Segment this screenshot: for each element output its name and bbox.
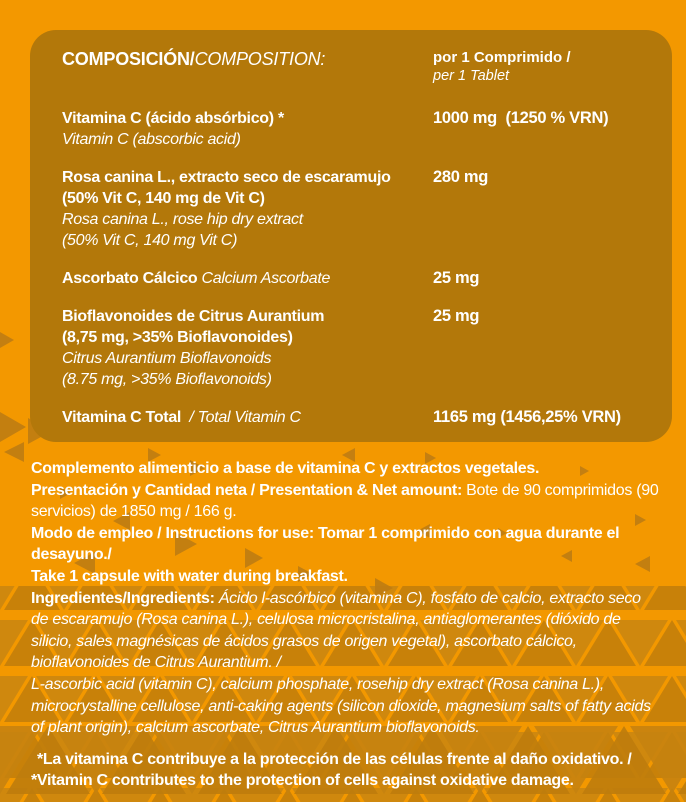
amount-value: 1165 mg (1456,25% VRN)	[433, 408, 621, 426]
instructions-en: Take 1 capsule with water during breakfast.	[31, 567, 348, 585]
ingredient-name: Rosa canina L., extracto seco de escaramujo (50% Vit C, 140 mg de Vit C) Rosa canina L., rose hip dry extract (50% Vit C, 140 mg Vit C)	[62, 169, 391, 249]
ingredient-row-bioflavonoids	[62, 306, 648, 390]
supplement-description: Complemento alimenticio a base de vitamina C y extractos vegetales.	[31, 460, 540, 477]
composition-title-en: COMPOSITION:	[194, 49, 326, 69]
amount-value: 25 mg	[433, 307, 480, 325]
ingredient-row-rosehip	[62, 167, 648, 251]
footnote-claim: *La vitamina C contribuye a la protección de las células frente al daño oxidativo. / *Vitamin C contributes to the protection of cells against oxidative damage.	[31, 750, 632, 790]
serving-size	[433, 48, 648, 86]
amount-value: 280 mg	[433, 168, 489, 186]
ingredient-row-total-vitamin-c	[62, 407, 648, 428]
serving-size-es: por 1 Comprimido /	[433, 49, 571, 66]
ingredient-name: Vitamina C Total / Total Vitamin C	[62, 409, 301, 426]
composition-title-es: COMPOSICIÓN/	[62, 49, 195, 69]
ingredient-name: Bioflavonoides de Citrus Aurantium (8,75 mg, >35% Bioflavonoides) Citrus Aurantium Bioflavonoids (8.75 mg, >35% Bioflavonoids)	[62, 308, 325, 388]
ingredient-name: Ascorbato Cálcico Calcium Ascorbate	[62, 270, 331, 287]
composition-title	[62, 48, 433, 86]
composition-card	[30, 30, 672, 442]
net-amount: Presentación y Cantidad neta / Presentation & Net amount: Bote de 90 comprimidos (90 servicios) de 1850 mg / 166 g.	[31, 481, 659, 521]
ingredients-list: Ingredientes/Ingredients: Ácido l-ascórbico (vitamina C), fosfato de calcio, extracto seco de escaramujo (Rosa canina L.), celulosa microcristalina, antiaglomerantes (dióxido de silicio, sales magnésicas de ácidos grasos de origen vegetal), ascorbato cálcico, bioflavonoides de Citrus Aurantium. /	[31, 589, 641, 672]
instructions: Modo de empleo / Instructions for use: Tomar 1 comprimido con agua durante el desayuno./	[31, 524, 620, 564]
ingredient-row-vitamin-c	[62, 108, 648, 150]
ingredients-list-en: L-ascorbic acid (vitamin C), calcium phosphate, rosehip dry extract (Rosa canina L.), microcrystalline cellulose, anti-caking agents (silicon dioxide, magnesium salts of fatty acids of plant origin), calcium ascorbate, Citrus Aurantium bioflavonoids.	[31, 675, 651, 737]
amount-value: 1000 mg (1250 % VRN)	[433, 109, 609, 127]
label-body-text	[31, 458, 661, 792]
serving-size-en: per 1 Tablet	[433, 68, 510, 84]
ingredient-row-calcium-ascorbate	[62, 268, 648, 289]
amount-value: 25 mg	[433, 269, 480, 287]
ingredient-name: Vitamina C (ácido absórbico) * Vitamin C (abscorbic acid)	[62, 110, 284, 148]
composition-header	[62, 48, 648, 86]
